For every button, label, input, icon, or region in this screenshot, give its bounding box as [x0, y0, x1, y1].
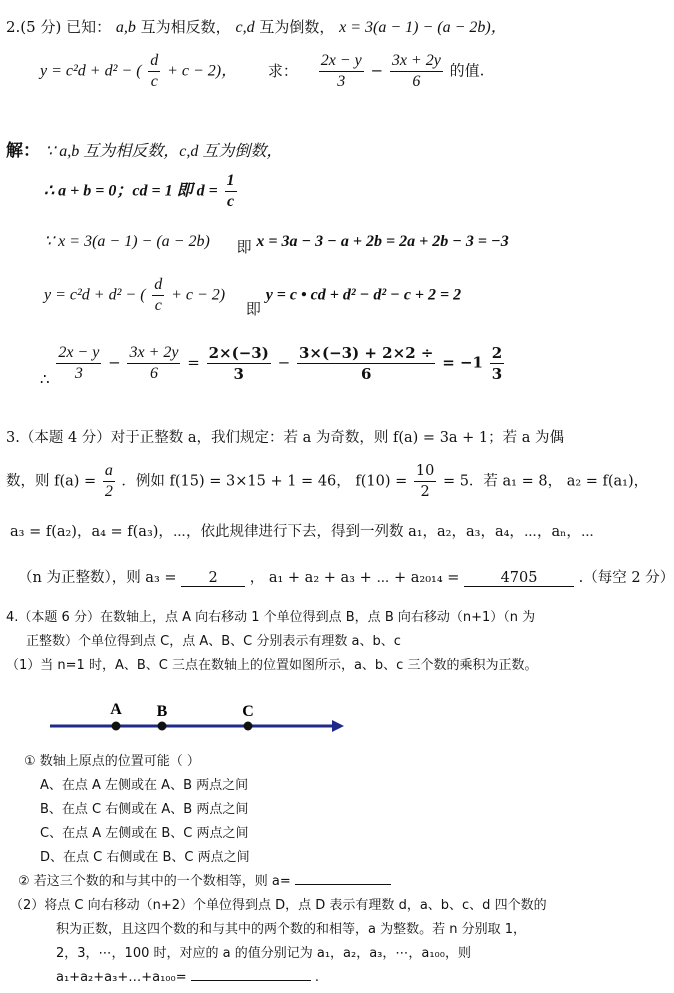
solution-step3 — [44, 276, 462, 318]
solution-step3-left: y = c²d + d² − ( — [44, 286, 146, 304]
q2-cond2-vars: c,d — [235, 19, 255, 36]
solution-step3-den: c — [154, 297, 162, 314]
q2-y-expr-right: + c − 2)， — [167, 62, 238, 80]
solution-step4-therefore: ∴ — [40, 369, 50, 388]
solution-s4-minus2: − — [277, 353, 291, 372]
q3-l2-a: 数，则 f(a) = — [6, 473, 97, 490]
number-line-arrow-icon — [332, 720, 344, 732]
q3-line2 — [6, 462, 648, 501]
point-a-label: A — [110, 701, 122, 718]
solution-s4-f1-num: 2x − y — [56, 344, 101, 364]
q2-line2 — [40, 52, 484, 91]
solution-s4-res-den: 3 — [491, 365, 503, 383]
q3-l2-frac2 — [414, 462, 436, 501]
q2-tail: 的值. — [449, 61, 485, 80]
q4-part2-blank[interactable] — [191, 966, 311, 981]
q4-line1: 4.（本题 6 分）在数轴上，点 A 向右移动 1 个单位得到点 B，点 B 向右移动（n+1）（n 为 — [6, 610, 536, 625]
solution-step3-right: y = c • cd + d² − d² − c + 2 = 2 — [265, 286, 462, 304]
solution-s4-result-frac — [490, 344, 504, 383]
solution-line1 — [6, 136, 282, 161]
q2-frac2 — [390, 52, 443, 91]
solution-s4-f4-num: 3×(−3) + 2×2 ÷ — [298, 344, 434, 362]
q4-part2-sum: a₁+a₂+a₃+…+a₁₀₀= — [56, 970, 187, 985]
solution-step4 — [40, 344, 506, 388]
q2-line1 — [6, 14, 507, 37]
q2-cond2-text: 互为倒数， — [259, 18, 335, 36]
solution-step3-ji: 即 — [245, 299, 261, 318]
number-line-figure — [48, 700, 348, 740]
solution-s4-frac4 — [297, 344, 435, 383]
q3-l2-frac1 — [103, 462, 115, 501]
q2-cond1-vars: a,b — [115, 19, 136, 36]
q4-sub2-line — [18, 870, 391, 889]
q3-answer1: 2 — [181, 570, 245, 587]
q2-y-frac-num: d — [148, 52, 160, 72]
q3-l2-b: ．例如 f(15) = 3×15 + 1 = 46， f(10) = — [121, 473, 408, 490]
q3-l2-num2: 10 — [414, 462, 436, 482]
q3-line1: 3.（本题 4 分）对于正整数 a，我们规定：若 a 为奇数，则 f(a) = 3a + 1；若 a 为偶 — [6, 430, 565, 446]
q4-part2-line4: a₁+a₂+a₃+…+a₁₀₀= . — [56, 966, 319, 985]
solution-step2-left: ∵ x = 3(a − 1) − (a − 2b) — [44, 233, 210, 250]
q2-y-frac — [148, 52, 160, 91]
q2-cond1-text: 互为相反数， — [140, 18, 231, 36]
q4-option-a: A、在点 A 左侧或在 A、B 两点之间 — [40, 778, 249, 793]
q2-minus: − — [370, 61, 384, 80]
point-c-dot — [244, 722, 253, 731]
point-b-dot — [158, 722, 167, 731]
q3-l2-den: 2 — [104, 483, 113, 500]
solution-step2-ji: 即 — [236, 238, 252, 256]
solution-step2-right: x = 3a − 3 − a + 2b = 2a + 2b − 3 = −3 — [256, 233, 509, 250]
solution-s4-frac2 — [127, 344, 180, 383]
q4-sub2-blank[interactable] — [295, 870, 391, 885]
solution-step1-frac — [225, 172, 237, 211]
solution-s4-f3-num: 2×(−3) — [208, 344, 269, 362]
solution-s4-eq: = — [187, 353, 200, 372]
q4-part2-line1: （2）将点 C 向右移动（n+2）个单位得到点 D，点 D 表示有理数 d，a、b、c、d 四个数的 — [10, 898, 547, 913]
solution-step2 — [44, 230, 509, 256]
solution-s4-f2-den: 6 — [149, 365, 158, 382]
q4-line3: （1）当 n=1 时，A、B、C 三点在数轴上的位置如图所示，a、b、c 三个数的乘积为正数。 — [6, 658, 538, 673]
solution-s4-frac3 — [207, 344, 271, 383]
q4-sub2: ② 若这三个数的和与其中的一个数相等，则 a= — [18, 874, 291, 889]
solution-s4-frac1 — [56, 344, 101, 383]
solution-step1-num: 1 — [225, 172, 237, 192]
solution-s4-f4-den: 6 — [360, 365, 372, 383]
q3-line4 — [18, 566, 674, 587]
q3-answer2: 4705 — [464, 570, 574, 587]
q2-head: 2.(5 分) 已知： — [6, 18, 112, 36]
q2-frac2-num: 3x + 2y — [390, 52, 443, 72]
q3-line3: a₃ = f(a₂)，a₄ = f(a₃)，⋯，依此规律进行下去，得到一列数 a₁，a₂，a₃，a₄，⋯，aₙ，⋯ — [10, 524, 594, 540]
q4-part2-line3: 2，3，⋯，100 时，对应的 a 的值分别记为 a₁，a₂，a₃，⋯，a₁₀₀，则 — [56, 946, 471, 961]
solution-s4-res-num: 2 — [491, 344, 503, 362]
q4-option-c: C、在点 A 左侧或在 B、C 两点之间 — [40, 826, 249, 841]
q2-ask: 求： — [267, 61, 298, 80]
solution-s4-f2-num: 3x + 2y — [127, 344, 180, 364]
solution-s4-f1-den: 3 — [74, 365, 83, 382]
solution-step3-frac — [152, 276, 164, 315]
q4-part2-line2: 积为正数，且这四个数的和与其中的两个数的和相等，a 为整数。若 n 分别取 1， — [56, 922, 527, 937]
q4-sub1: ① 数轴上原点的位置可能（ ） — [24, 754, 200, 769]
q4-line2: 正整数）个单位得到点 C，点 A、B、C 分别表示有理数 a、b、c — [26, 634, 401, 649]
solution-step1-left: ∴ a + b = 0；cd = 1 即 d = — [44, 182, 218, 200]
solution-s4-minus: − — [108, 353, 121, 372]
solution-since1: ∵ a,b 互为相反数，c,d 互为倒数， — [45, 143, 283, 160]
q2-frac1 — [319, 52, 364, 91]
solution-label: 解： — [6, 141, 40, 161]
q3-l2-c: = 5．若 a₁ = 8， a₂ = f(a₁)， — [442, 473, 649, 490]
solution-s4-f3-den: 3 — [233, 365, 244, 383]
q2-x-expr: x = 3(a − 1) − (a − 2b)， — [339, 19, 507, 36]
solution-step3-num: d — [152, 276, 164, 296]
q3-l2-num: a — [103, 462, 115, 482]
q3-l4-b: ， a₁ + a₂ + a₃ + ⋯ + a₂₀₁₄ = — [249, 570, 460, 586]
solution-step1-den: c — [226, 193, 235, 210]
solution-s4-eq2: = −1 — [442, 353, 483, 372]
point-b-label: B — [156, 703, 168, 720]
q2-frac2-den: 6 — [412, 73, 421, 90]
q2-y-frac-den: c — [150, 73, 158, 90]
solution-step1 — [44, 172, 239, 211]
point-c-label: C — [242, 703, 254, 720]
q2-y-expr-left: y = c²d + d² − ( — [40, 62, 142, 80]
q3-l4-a: （n 为正整数），则 a₃ = — [18, 570, 177, 586]
q3-l2-den2: 2 — [420, 484, 430, 500]
q3-l4-c: .（每空 2 分） — [578, 570, 674, 586]
q4-option-b: B、在点 C 右侧或在 A、B 两点之间 — [40, 802, 249, 817]
q4-option-d: D、在点 C 右侧或在 B、C 两点之间 — [40, 850, 250, 865]
q2-frac1-den: 3 — [337, 73, 346, 90]
q2-frac1-num: 2x − y — [319, 52, 364, 72]
point-a-dot — [112, 722, 121, 731]
solution-step3-mid: + c − 2) — [171, 286, 226, 304]
